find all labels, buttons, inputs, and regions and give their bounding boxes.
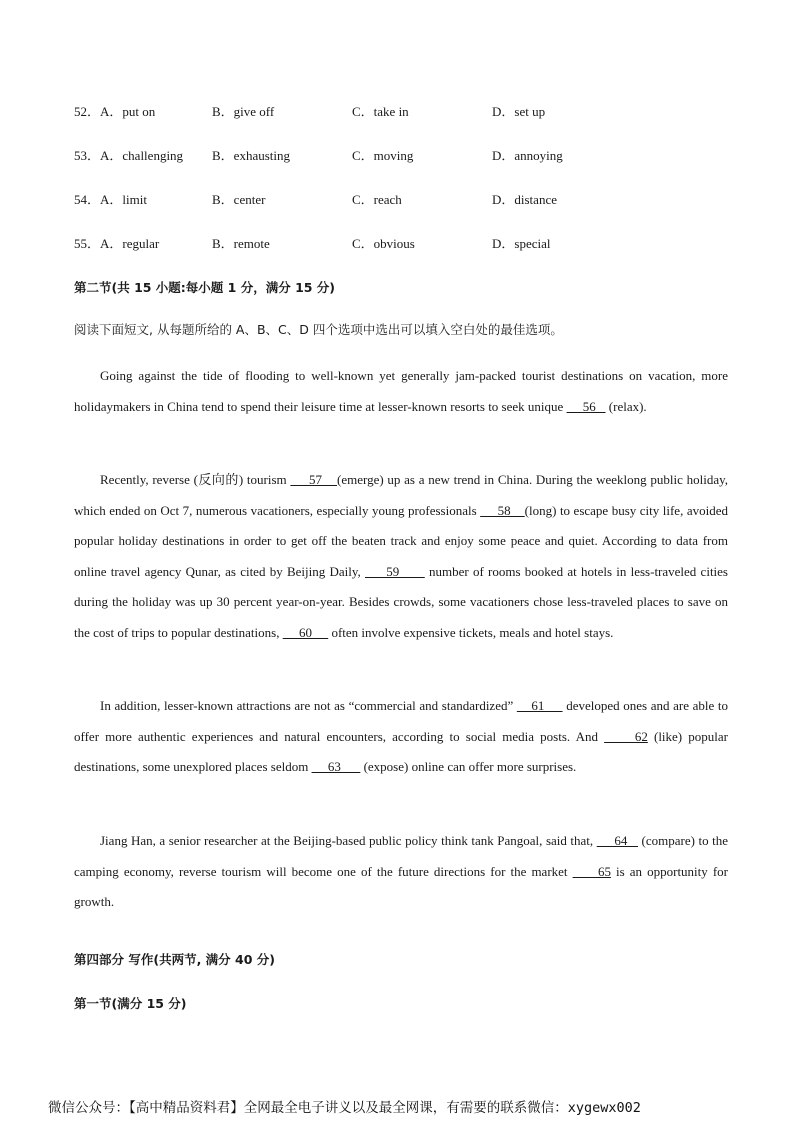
option-a-text: A．limit <box>100 192 147 207</box>
question-row-53 <box>74 146 754 166</box>
option-d: D．annoying <box>492 148 563 163</box>
option-a <box>74 234 159 254</box>
passage-text: often involve expensive tickets, meals and hotel stays. <box>328 624 614 640</box>
footer-wechat-id: xygewx002 <box>567 1100 641 1116</box>
option-c: C．obvious <box>352 236 415 251</box>
passage-text: (compare) to the camping economy, reverse tourism will become one of the future directions for the market <box>74 833 729 879</box>
option-a <box>74 190 147 210</box>
option-d: D．special <box>492 236 551 251</box>
blank-63: 63 <box>311 759 361 774</box>
question-row-52 <box>74 102 754 122</box>
blank-61: 61 <box>516 698 563 713</box>
option-b: B．center <box>212 192 266 207</box>
option-b: B．remote <box>212 236 270 251</box>
option-a-text: A．regular <box>100 236 160 251</box>
passage-text: Jiang Han, a senior researcher at the Beijing-based public policy think tank Pangoal, said that, <box>100 833 597 848</box>
section-instruction: 阅读下面短文, 从每题所给的 A、B、C、D 四个选项中选出可以填入空白处的最佳选项。 <box>74 322 563 337</box>
option-c: C．take in <box>352 104 409 119</box>
option-d: D．distance <box>492 192 557 207</box>
section-title: 第二节(共 15 小题:每小题 1 分，满分 15 分) <box>74 280 336 295</box>
footer-note <box>48 1097 641 1119</box>
question-row-55 <box>74 234 754 254</box>
option-b: B．exhausting <box>212 148 290 163</box>
passage-text: (expose) online can offer more surprises. <box>360 759 577 774</box>
option-a-text: A．put on <box>100 104 156 119</box>
passage-text: (like) popular destinations, some unexplored places seldom <box>74 728 728 774</box>
blank-59: 59 <box>365 563 425 579</box>
option-c: C．moving <box>352 148 414 163</box>
passage-text: (long) to escape busy city life, avoided popular holiday destinations in order to get off the beaten track and enjoy some peace and quiet. According to data from online travel agency Qunar, as cited by Beijing Daily, <box>74 502 728 579</box>
blank-60: 60 <box>282 624 329 640</box>
option-b: B．give off <box>212 104 275 119</box>
option-c: C．reach <box>352 192 402 207</box>
option-a <box>74 102 155 122</box>
passage-text: (relax). <box>605 398 647 414</box>
passage-text: (emerge) up as a new trend in China. During the weeklong public holiday, which ended on Oct 7, numerous vacationers, especially young professionals <box>74 472 729 518</box>
passage-text: developed ones and are able to offer more authentic experiences and natural encounters, according to social media posts. And <box>74 698 729 744</box>
passage-paragraph-1 <box>74 361 728 422</box>
passage-paragraph-2 <box>74 465 728 648</box>
option-d: D．set up <box>492 104 546 119</box>
blank-65: 65 <box>572 863 611 879</box>
question-row-54 <box>74 190 754 210</box>
passage-text: is an opportunity for growth. <box>74 863 729 909</box>
passage-text: Recently, reverse (反向的) tourism <box>100 472 291 487</box>
passage-text: In addition, lesser-known attractions are not as “commercial and standardized” <box>100 698 517 713</box>
passage-paragraph-4 <box>74 826 728 918</box>
subsection-title: 第一节(满分 15 分) <box>74 996 187 1011</box>
passage-paragraph-3 <box>74 691 728 783</box>
blank-64: 64 <box>596 833 638 848</box>
question-number: 55． <box>74 236 101 251</box>
option-a-text: A．challenging <box>100 148 184 163</box>
blank-56: 56 <box>566 398 606 414</box>
option-a <box>74 146 183 166</box>
question-number: 52． <box>74 104 101 119</box>
blank-58: 58 <box>480 502 525 518</box>
part-title: 第四部分 写作(共两节, 满分 40 分) <box>74 952 275 967</box>
question-number: 54． <box>74 192 101 207</box>
passage-text: Going against the tide of flooding to well-known yet generally jam-packed tourist destinations on vacation, more holidaymakers in China tend to spend their leisure time at lesser-known resorts to seek unique <box>74 368 728 414</box>
footer-text: 微信公众号：【高中精品资料君】全网最全电子讲义以及最全网课，有需要的联系微信： <box>48 1100 568 1116</box>
blank-62: 62 <box>604 728 648 744</box>
blank-57: 57 <box>290 472 337 487</box>
passage-text: number of rooms booked at hotels in less-traveled cities during the holiday was up 30 percent year-on-year. Besides crowds, some vacationers chose less-traveled places to save on the cost of trips to popular destinations, <box>74 563 728 640</box>
question-number: 53． <box>74 148 101 163</box>
